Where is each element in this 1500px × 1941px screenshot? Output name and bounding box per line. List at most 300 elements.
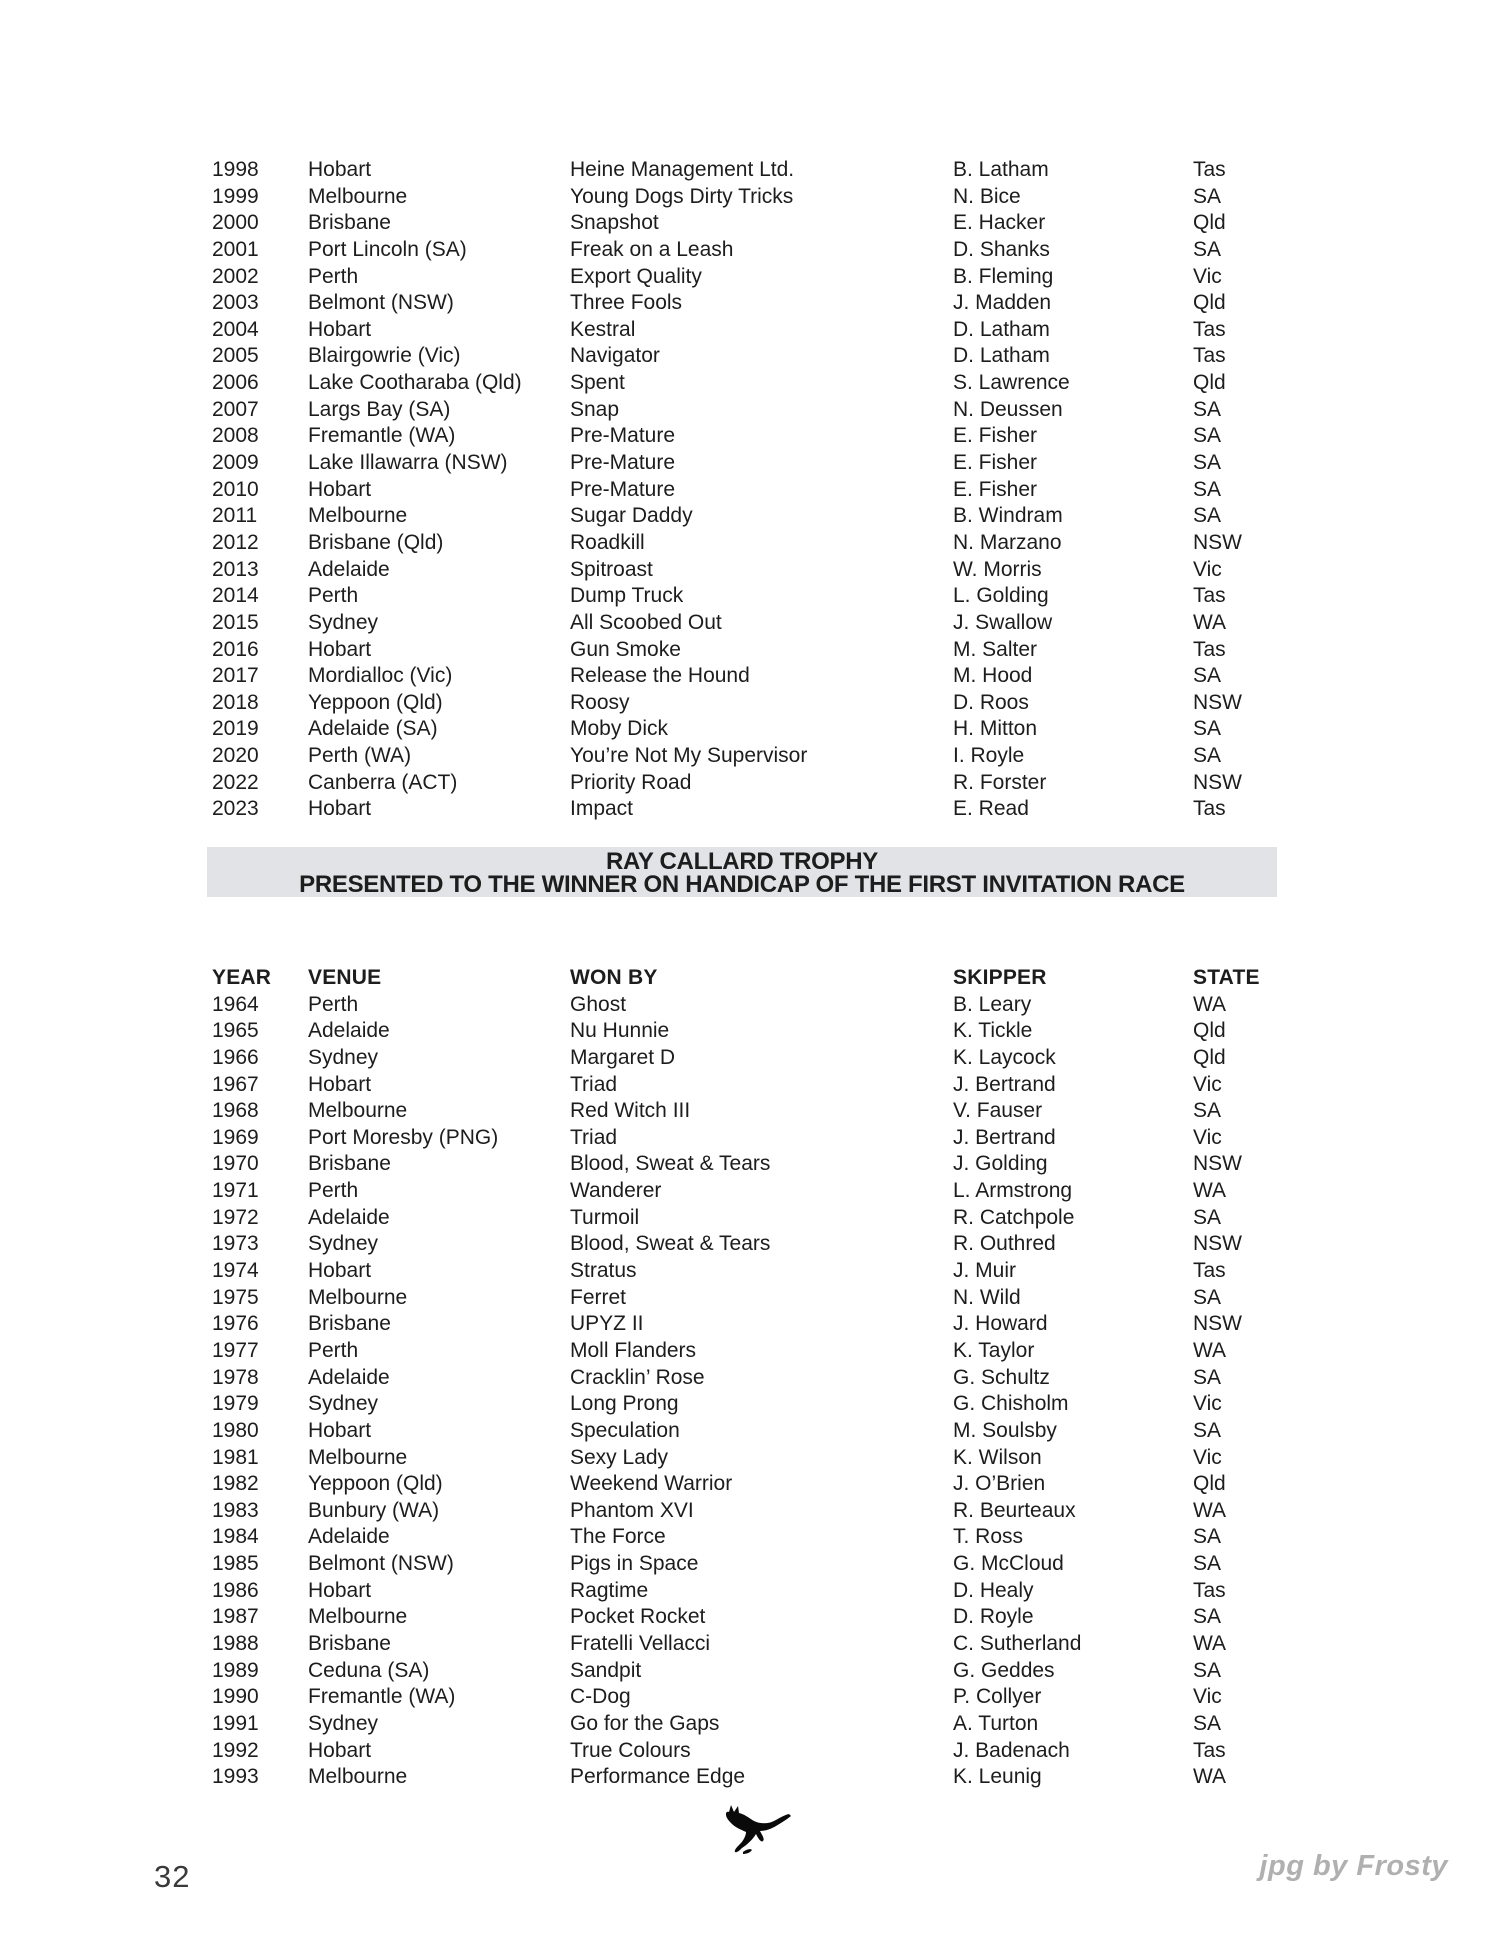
venue-cell: Lake Cootharaba (Qld) [308, 371, 522, 395]
venue-cell: Brisbane [308, 1312, 391, 1336]
boat-name-cell: Young Dogs Dirty Tricks [570, 184, 794, 208]
venue-cell: Perth [308, 1179, 359, 1203]
table-row [212, 716, 1303, 743]
skipper-cell: J. Muir [953, 1259, 1016, 1283]
boat-name-cell: Sandpit [570, 1658, 642, 1682]
year-cell: 1974 [212, 1259, 259, 1283]
skipper-cell: G. Chisholm [953, 1392, 1069, 1416]
year-cell: 1990 [212, 1685, 259, 1709]
year-cell: 2010 [212, 477, 259, 501]
state-cell: SA [1193, 451, 1222, 475]
boat-name-cell: Turmoil [570, 1205, 640, 1229]
year-cell: 1991 [212, 1711, 259, 1735]
table-row [212, 1764, 1303, 1791]
venue-cell: Mordialloc (Vic) [308, 664, 453, 688]
year-cell: 2008 [212, 424, 259, 448]
table-row [212, 1418, 1303, 1445]
year-column-header: YEAR [212, 966, 272, 989]
state-cell: WA [1193, 1765, 1227, 1789]
year-cell: 2023 [212, 797, 259, 821]
table-row [212, 610, 1303, 637]
table-row [212, 370, 1303, 397]
year-cell: 2016 [212, 637, 259, 661]
table-row [212, 1445, 1303, 1472]
boat-name-cell: Snap [570, 397, 620, 421]
venue-cell: Adelaide [308, 1525, 390, 1549]
venue-cell: Perth [308, 584, 359, 608]
venue-cell: Melbourne [308, 1285, 408, 1309]
venue-cell: Sydney [308, 1045, 379, 1069]
state-cell: NSW [1193, 530, 1242, 554]
year-cell: 1983 [212, 1498, 259, 1522]
skipper-cell: E. Read [953, 797, 1029, 821]
year-cell: 1987 [212, 1605, 259, 1629]
venue-cell: Hobart [308, 477, 372, 501]
year-cell: 1970 [212, 1152, 259, 1176]
skipper-cell: P. Collyer [953, 1685, 1042, 1709]
boat-name-cell: Pre-Mature [570, 477, 676, 501]
state-cell: Qld [1193, 371, 1226, 395]
table-row [212, 184, 1303, 211]
table-row [212, 1365, 1303, 1392]
table-row [212, 397, 1303, 424]
state-cell: SA [1193, 1205, 1222, 1229]
skipper-cell: L. Armstrong [953, 1179, 1073, 1203]
year-cell: 2004 [212, 317, 259, 341]
skipper-cell: G. Geddes [953, 1658, 1055, 1682]
boat-name-cell: Pocket Rocket [570, 1605, 706, 1629]
table-row [212, 1072, 1303, 1099]
venue-cell: Sydney [308, 610, 379, 634]
table-row [212, 503, 1303, 530]
state-cell: Tas [1193, 158, 1226, 181]
year-cell: 1965 [212, 1019, 259, 1043]
year-cell: 2013 [212, 557, 259, 581]
table-row [212, 663, 1303, 690]
boat-name-cell: Roosy [570, 690, 630, 714]
table-row [212, 1578, 1303, 1605]
boat-name-cell: Pigs in Space [570, 1552, 699, 1576]
venue-cell: Brisbane [308, 1152, 391, 1176]
table-row [212, 1178, 1303, 1205]
page-number: 32 [154, 1859, 191, 1894]
boat-name-cell: Speculation [570, 1418, 680, 1442]
state-cell: Vic [1193, 557, 1222, 581]
venue-cell: Sydney [308, 1232, 379, 1256]
table-row [212, 1604, 1303, 1631]
skipper-cell: I. Royle [953, 744, 1025, 768]
boat-name-cell: Pre-Mature [570, 424, 676, 448]
boat-name-cell: Wanderer [570, 1179, 662, 1203]
boat-name-cell: Margaret D [570, 1045, 676, 1069]
boat-name-cell: Gun Smoke [570, 637, 681, 661]
boat-name-cell: Weekend Warrior [570, 1472, 733, 1496]
venue-cell: Port Lincoln (SA) [308, 237, 467, 261]
state-cell: Tas [1193, 317, 1226, 341]
venue-cell: Belmont (NSW) [308, 1552, 454, 1576]
year-cell: 1979 [212, 1392, 259, 1416]
year-cell: 2003 [212, 291, 259, 315]
table-row [212, 1391, 1303, 1418]
boat-name-cell: Heine Management Ltd. [570, 158, 795, 181]
skipper-cell: H. Mitton [953, 717, 1038, 741]
table-row [212, 450, 1303, 477]
table-row [212, 423, 1303, 450]
skipper-cell: B. Fleming [953, 264, 1054, 288]
year-cell: 1985 [212, 1552, 259, 1576]
boat-name-cell: You’re Not My Supervisor [570, 744, 808, 768]
year-cell: 2015 [212, 610, 259, 634]
year-cell: 1980 [212, 1418, 259, 1442]
skipper-cell: E. Fisher [953, 424, 1038, 448]
table-row [212, 557, 1303, 584]
state-cell: SA [1193, 717, 1222, 741]
boat-name-cell: Kestral [570, 317, 636, 341]
venue-cell: Perth [308, 992, 359, 1016]
state-cell: Tas [1193, 797, 1226, 821]
year-cell: 1966 [212, 1045, 259, 1069]
boat-name-cell: UPYZ II [570, 1312, 644, 1336]
skipper-cell: C. Sutherland [953, 1632, 1082, 1656]
table-row [212, 1658, 1303, 1685]
skipper-cell: V. Fauser [953, 1099, 1043, 1123]
year-cell: 1964 [212, 992, 259, 1016]
boat-name-cell: Freak on a Leash [570, 237, 734, 261]
year-cell: 1978 [212, 1365, 259, 1389]
state-cell: Tas [1193, 1738, 1226, 1762]
year-cell: 1971 [212, 1179, 259, 1203]
kangaroo-icon [719, 1801, 793, 1859]
skipper-cell: R. Forster [953, 770, 1047, 794]
skipper-cell: J. Golding [953, 1152, 1048, 1176]
venue-cell: Blairgowrie (Vic) [308, 344, 461, 368]
venue-cell: Melbourne [308, 1765, 408, 1789]
skipper-cell: R. Beurteaux [953, 1498, 1076, 1522]
table-row [212, 1098, 1303, 1125]
boat-name-cell: Red Witch III [570, 1099, 691, 1123]
boat-name-cell: Performance Edge [570, 1765, 746, 1789]
year-cell: 1989 [212, 1658, 259, 1682]
table-row [212, 1125, 1303, 1152]
venue-cell: Hobart [308, 1072, 372, 1096]
table-row [212, 1151, 1303, 1178]
year-cell: 1976 [212, 1312, 259, 1336]
trophy-banner [207, 847, 1277, 897]
state-cell: Tas [1193, 584, 1226, 608]
skipper-cell: D. Latham [953, 344, 1050, 368]
skipper-cell: J. Swallow [953, 610, 1053, 634]
table-row [212, 1471, 1303, 1498]
state-cell: SA [1193, 184, 1222, 208]
state-cell: SA [1193, 664, 1222, 688]
venue-cell: Hobart [308, 317, 372, 341]
boat-name-cell: Navigator [570, 344, 660, 368]
state-cell: Vic [1193, 1445, 1222, 1469]
year-cell: 2017 [212, 664, 259, 688]
boat-name-cell: Pre-Mature [570, 451, 676, 475]
year-cell: 2011 [212, 504, 258, 528]
skipper-cell: N. Deussen [953, 397, 1063, 421]
continued-winners-table [212, 157, 1303, 823]
year-cell: 1998 [212, 158, 259, 181]
boat-name-cell: Sexy Lady [570, 1445, 669, 1469]
year-cell: 2006 [212, 371, 259, 395]
venue-cell: Melbourne [308, 184, 408, 208]
trophy-table [212, 965, 1303, 1791]
venue-cell: Hobart [308, 1578, 372, 1602]
skipper-cell: D. Shanks [953, 237, 1050, 261]
boat-name-cell: Cracklin’ Rose [570, 1365, 705, 1389]
state-cell: Tas [1193, 1578, 1226, 1602]
boat-name-cell: Ferret [570, 1285, 627, 1309]
year-cell: 2012 [212, 530, 259, 554]
year-cell: 1993 [212, 1765, 259, 1789]
state-cell: SA [1193, 237, 1222, 261]
boat-name-cell: Moby Dick [570, 717, 669, 741]
table-row [212, 743, 1303, 770]
year-cell: 2001 [212, 237, 259, 261]
state-cell: SA [1193, 1365, 1222, 1389]
skipper-cell: A. Turton [953, 1711, 1039, 1735]
venue-cell: Adelaide [308, 1205, 390, 1229]
state-cell: Qld [1193, 291, 1226, 315]
table-row [212, 237, 1303, 264]
table-row [212, 1498, 1303, 1525]
table-row [212, 1205, 1303, 1232]
banner-subtitle: PRESENTED TO THE WINNER ON HANDICAP OF THE FIRST INVITATION RACE [299, 870, 1185, 898]
table-row [212, 1524, 1303, 1551]
table-row [212, 264, 1303, 291]
skipper-cell: J. Howard [953, 1312, 1048, 1336]
table-row [212, 583, 1303, 610]
boat-name-cell: Export Quality [570, 264, 702, 288]
year-cell: 1975 [212, 1285, 259, 1309]
state-cell: NSW [1193, 690, 1242, 714]
year-cell: 2007 [212, 397, 259, 421]
table-row [212, 1684, 1303, 1711]
state-cell: SA [1193, 1525, 1222, 1549]
skipper-cell: M. Salter [953, 637, 1038, 661]
skipper-cell: N. Bice [953, 184, 1021, 208]
skipper-cell: D. Healy [953, 1578, 1034, 1602]
venue-cell: Fremantle (WA) [308, 424, 456, 448]
boat-name-cell: All Scoobed Out [570, 610, 722, 634]
venue-cell: Melbourne [308, 1445, 408, 1469]
state-cell: Tas [1193, 1259, 1226, 1283]
year-cell: 1972 [212, 1205, 259, 1229]
skipper-cell: B. Latham [953, 158, 1049, 181]
skipper-cell: M. Hood [953, 664, 1033, 688]
venue-cell: Melbourne [308, 1605, 408, 1629]
boat-name-cell: Spitroast [570, 557, 653, 581]
venue-cell: Melbourne [308, 504, 408, 528]
skipper-cell: N. Marzano [953, 530, 1062, 554]
skipper-column-header: SKIPPER [953, 966, 1047, 989]
year-cell: 2009 [212, 451, 259, 475]
boat-name-cell: Priority Road [570, 770, 692, 794]
boat-name-cell: Ghost [570, 992, 627, 1016]
state-cell: WA [1193, 1338, 1227, 1362]
skipper-cell: N. Wild [953, 1285, 1021, 1309]
state-cell: NSW [1193, 1152, 1242, 1176]
table-row [212, 1285, 1303, 1312]
boat-name-cell: Snapshot [570, 211, 659, 235]
boat-name-cell: Phantom XVI [570, 1498, 694, 1522]
table-row [212, 1631, 1303, 1658]
table-row [212, 1338, 1303, 1365]
year-cell: 1973 [212, 1232, 259, 1256]
skipper-cell: J. Bertrand [953, 1072, 1056, 1096]
skipper-cell: J. Madden [953, 291, 1052, 315]
year-cell: 2020 [212, 744, 259, 768]
year-cell: 2018 [212, 690, 259, 714]
table-row [212, 290, 1303, 317]
boat-name-cell: Spent [570, 371, 625, 395]
state-cell: Vic [1193, 264, 1222, 288]
boat-name-cell: Roadkill [570, 530, 645, 554]
table-row [212, 210, 1303, 237]
year-cell: 2005 [212, 344, 259, 368]
skipper-cell: D. Roos [953, 690, 1029, 714]
venue-cell: Hobart [308, 1259, 372, 1283]
boat-name-cell: Three Fools [570, 291, 683, 315]
skipper-cell: J. Badenach [953, 1738, 1070, 1762]
year-cell: 2014 [212, 584, 259, 608]
state-cell: WA [1193, 1632, 1227, 1656]
state-cell: SA [1193, 1658, 1222, 1682]
venue-cell: Belmont (NSW) [308, 291, 454, 315]
skipper-cell: K. Tickle [953, 1019, 1033, 1043]
table-row [212, 1551, 1303, 1578]
state-cell: Qld [1193, 1472, 1226, 1496]
venue-cell: Yeppoon (Qld) [308, 1472, 443, 1496]
state-cell: SA [1193, 477, 1222, 501]
venue-cell: Adelaide [308, 1019, 390, 1043]
year-cell: 1986 [212, 1578, 259, 1602]
skipper-cell: B. Windram [953, 504, 1063, 528]
venue-cell: Hobart [308, 1738, 372, 1762]
venue-cell: Hobart [308, 158, 372, 181]
table-row [212, 477, 1303, 504]
state-cell: Vic [1193, 1685, 1222, 1709]
state-cell: SA [1193, 424, 1222, 448]
state-cell: SA [1193, 744, 1222, 768]
table-row [212, 1711, 1303, 1738]
year-cell: 2019 [212, 717, 259, 741]
state-cell: NSW [1193, 1312, 1242, 1336]
boat-name-cell: Release the Hound [570, 664, 750, 688]
boat-name-cell: Triad [570, 1125, 618, 1149]
venue-cell: Canberra (ACT) [308, 770, 458, 794]
year-cell: 1968 [212, 1099, 259, 1123]
year-cell: 1988 [212, 1632, 259, 1656]
trophy-table-body [212, 992, 1303, 1791]
venue-cell: Lake Illawarra (NSW) [308, 451, 508, 475]
state-cell: Tas [1193, 344, 1226, 368]
boat-name-cell: Stratus [570, 1259, 637, 1283]
table-row [212, 1258, 1303, 1285]
skipper-cell: T. Ross [953, 1525, 1024, 1549]
skipper-cell: D. Royle [953, 1605, 1034, 1629]
venue-cell: Port Moresby (PNG) [308, 1125, 499, 1149]
boat-name-cell: Dump Truck [570, 584, 684, 608]
table-row [212, 992, 1303, 1019]
table-row [212, 637, 1303, 664]
boat-name-cell: C-Dog [570, 1685, 631, 1709]
boat-name-cell: Impact [570, 797, 634, 821]
state-cell: WA [1193, 610, 1227, 634]
year-cell: 1981 [212, 1445, 259, 1469]
table-row [212, 796, 1303, 823]
state-cell: Tas [1193, 637, 1226, 661]
year-cell: 2000 [212, 211, 259, 235]
state-cell: WA [1193, 1179, 1227, 1203]
boat-name-cell: Moll Flanders [570, 1338, 697, 1362]
venue-cell: Adelaide (SA) [308, 717, 438, 741]
boat-name-cell: Nu Hunnie [570, 1019, 670, 1043]
table-row [212, 317, 1303, 344]
skipper-cell: D. Latham [953, 317, 1050, 341]
skipper-cell: S. Lawrence [953, 371, 1070, 395]
year-cell: 1977 [212, 1338, 259, 1362]
table-row [212, 1018, 1303, 1045]
skipper-cell: E. Fisher [953, 451, 1038, 475]
table-row [212, 690, 1303, 717]
state-cell: SA [1193, 1418, 1222, 1442]
table-row [212, 1311, 1303, 1338]
boat-name-cell: Go for the Gaps [570, 1711, 720, 1735]
venue-cell: Hobart [308, 1418, 372, 1442]
venue-column-header: VENUE [308, 966, 382, 989]
boat-name-cell: The Force [570, 1525, 666, 1549]
venue-cell: Sydney [308, 1392, 379, 1416]
skipper-cell: R. Outhred [953, 1232, 1056, 1256]
venue-cell: Yeppoon (Qld) [308, 690, 443, 714]
banner-title: RAY CALLARD TROPHY [606, 848, 878, 875]
venue-cell: Melbourne [308, 1099, 408, 1123]
year-cell: 1967 [212, 1072, 259, 1096]
boat-name-cell: Ragtime [570, 1578, 649, 1602]
state-cell: WA [1193, 992, 1227, 1016]
venue-cell: Adelaide [308, 1365, 390, 1389]
state-cell: Qld [1193, 1045, 1226, 1069]
year-cell: 2002 [212, 264, 259, 288]
venue-cell: Adelaide [308, 557, 390, 581]
venue-cell: Largs Bay (SA) [308, 397, 451, 421]
venue-cell: Perth (WA) [308, 744, 412, 768]
state-cell: SA [1193, 1285, 1222, 1309]
skipper-cell: J. Bertrand [953, 1125, 1056, 1149]
skipper-cell: J. O’Brien [953, 1472, 1046, 1496]
skipper-cell: K. Wilson [953, 1445, 1042, 1469]
skipper-cell: M. Soulsby [953, 1418, 1057, 1442]
table-row [212, 343, 1303, 370]
table-row [212, 1045, 1303, 1072]
skipper-cell: W. Morris [953, 557, 1042, 581]
boat-name-cell: Blood, Sweat & Tears [570, 1232, 771, 1256]
state-cell: Qld [1193, 1019, 1226, 1043]
state-cell: SA [1193, 397, 1222, 421]
skipper-cell: E. Hacker [953, 211, 1046, 235]
venue-cell: Hobart [308, 797, 372, 821]
year-cell: 2022 [212, 770, 259, 794]
venue-cell: Perth [308, 1338, 359, 1362]
boat-name-cell: Triad [570, 1072, 618, 1096]
year-cell: 1992 [212, 1738, 259, 1762]
won-by-column-header: WON BY [570, 966, 658, 989]
table-row [212, 1231, 1303, 1258]
year-cell: 1984 [212, 1525, 259, 1549]
